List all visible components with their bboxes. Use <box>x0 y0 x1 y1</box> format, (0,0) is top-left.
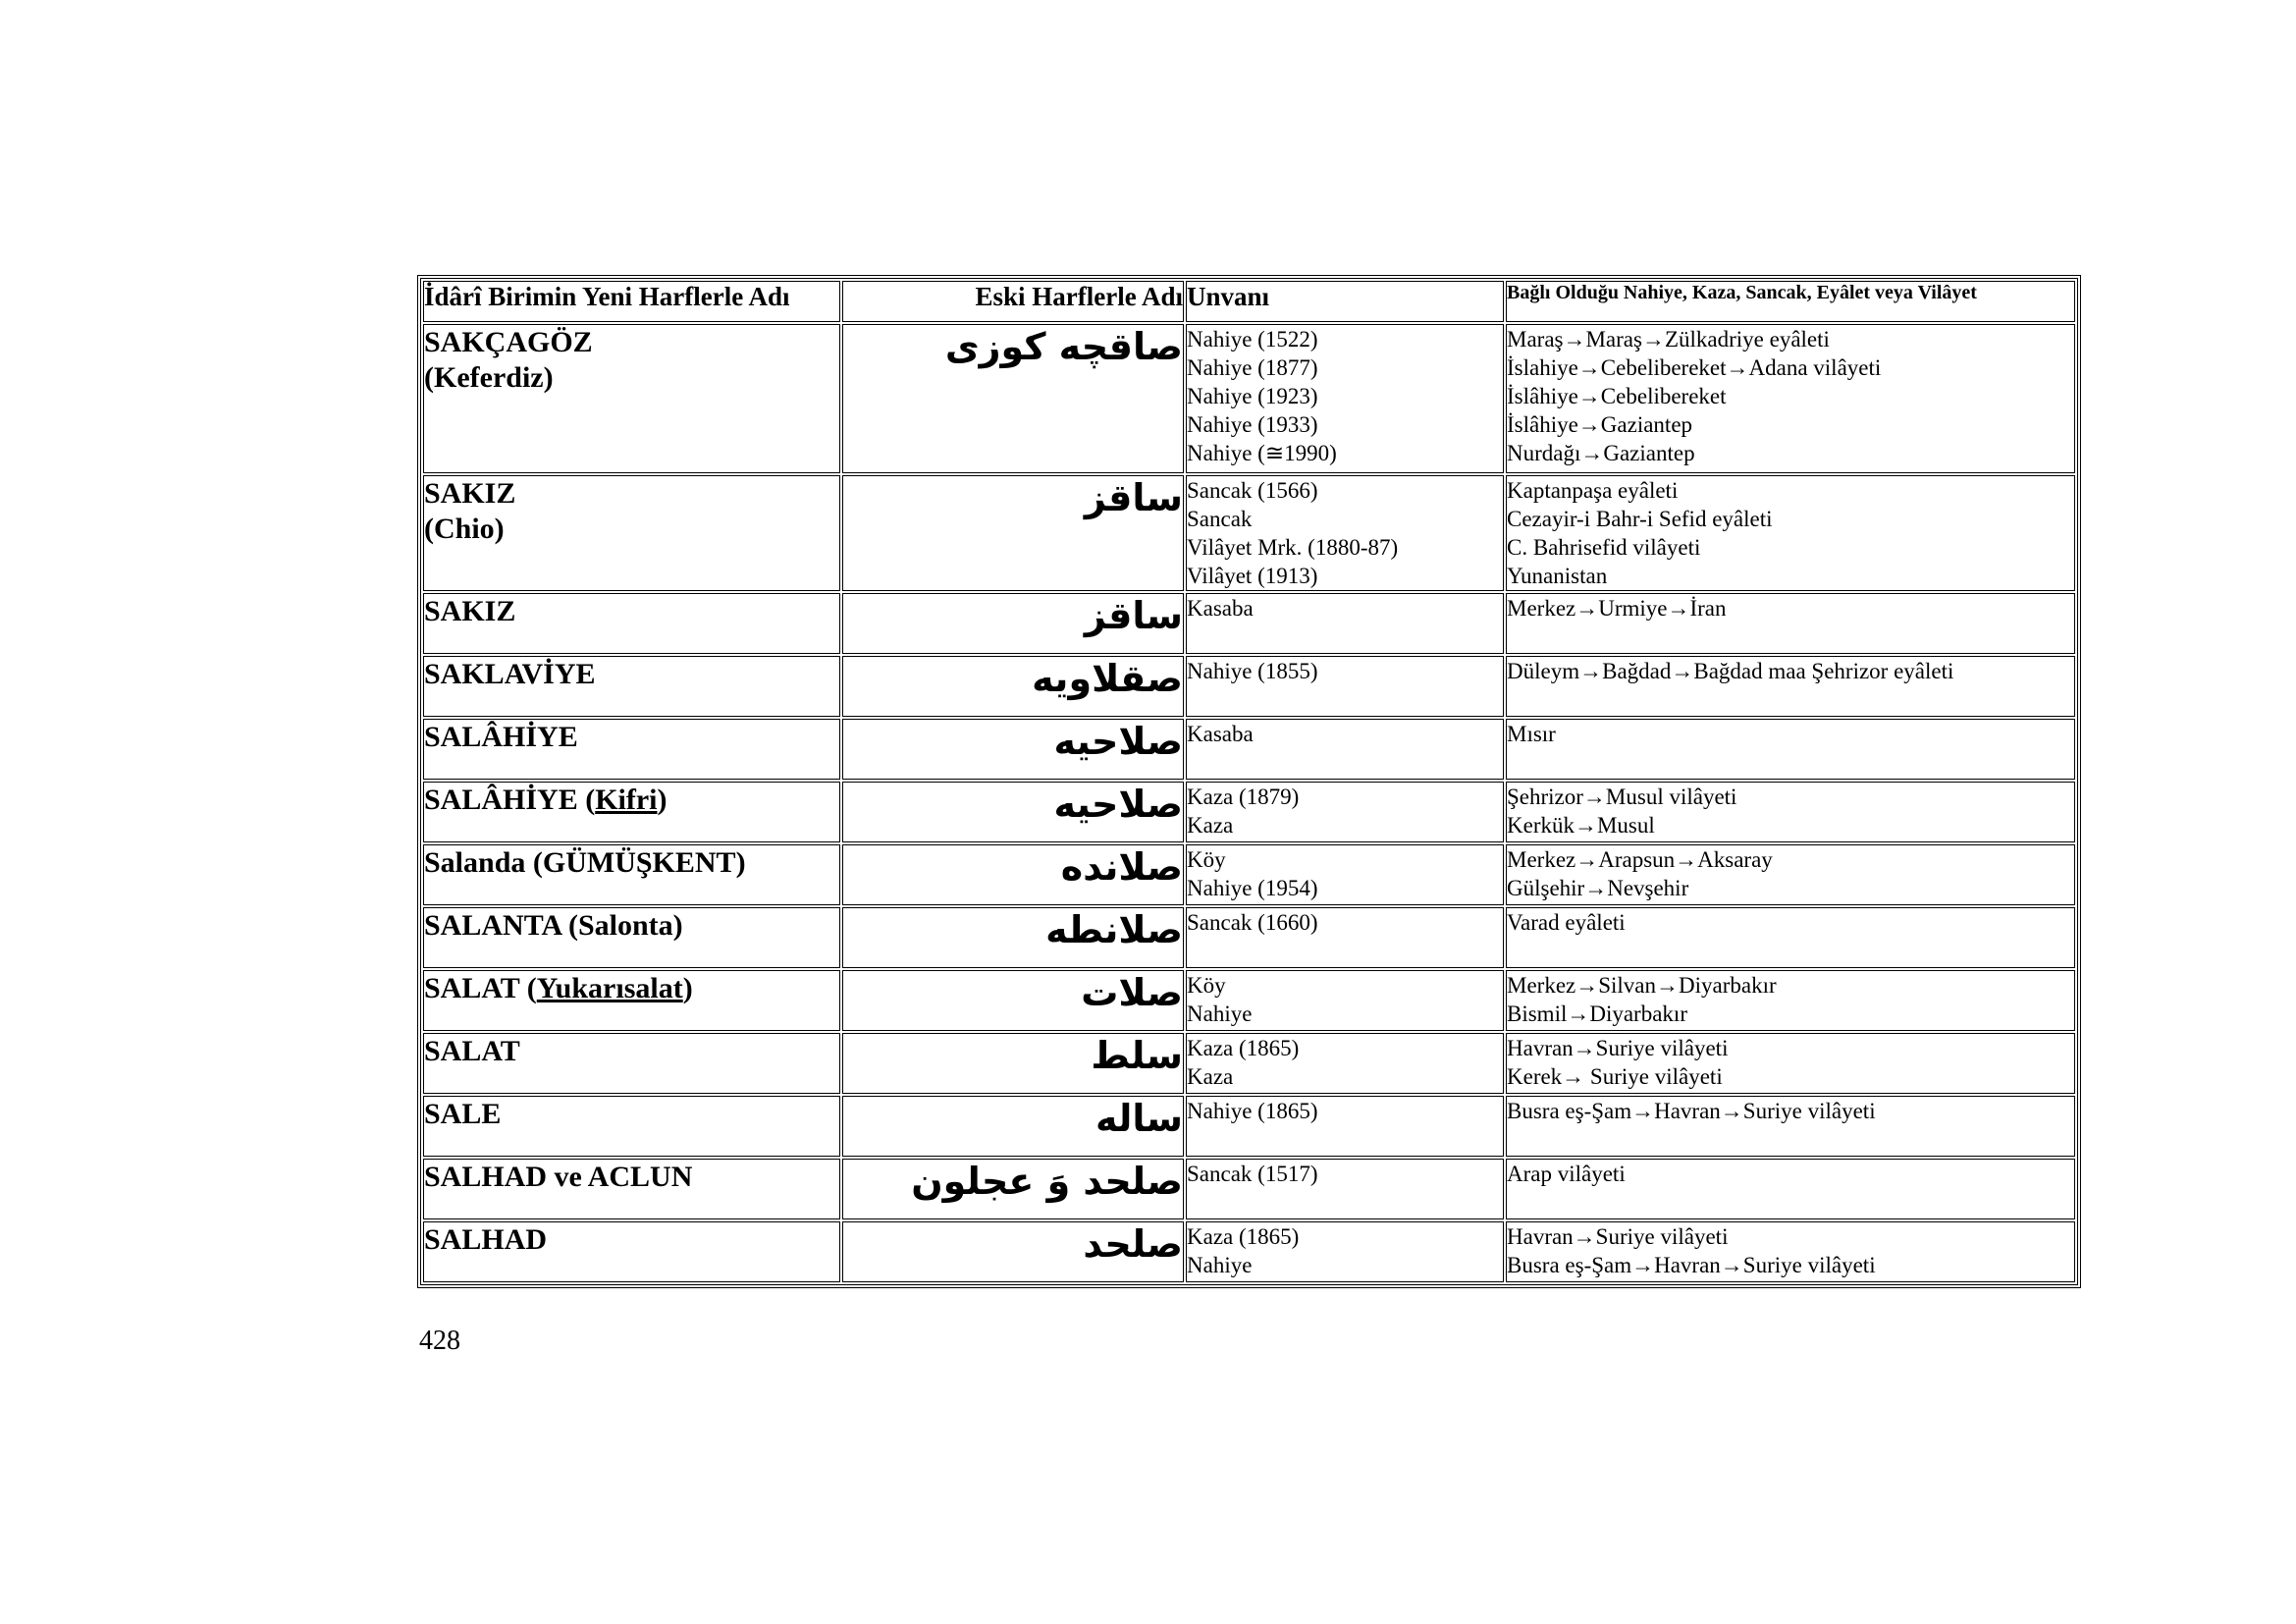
unit-title-cell <box>1186 1096 1504 1157</box>
gazetteer-page <box>417 275 2075 1288</box>
unit-name-cell <box>423 1221 840 1282</box>
unit-name-line: SAKIZ <box>424 477 516 510</box>
unit-title-line: Nahiye (1865) <box>1187 1099 1318 1123</box>
affiliation-line: Yunanistan <box>1507 564 1608 588</box>
affiliation-line: Bismil→Diyarbakır <box>1507 1001 1687 1026</box>
unit-name-line: SALÂHİYE <box>424 721 578 753</box>
unit-name-cell <box>423 970 840 1031</box>
unit-title-line: Nahiye (1933) <box>1187 412 1318 437</box>
ottoman-script-name-cell: ساله <box>842 1096 1184 1157</box>
affiliation-line: Arap vilâyeti <box>1507 1162 1626 1186</box>
affiliation-line: Mısır <box>1507 722 1556 746</box>
unit-name-line: SAKÇAGÖZ <box>424 326 593 358</box>
unit-title-cell <box>1186 719 1504 780</box>
unit-title-line: Kaza <box>1187 1064 1234 1089</box>
ottoman-script-name-cell: صلانطه <box>842 907 1184 968</box>
affiliation-line: Nurdağı→Gaziantep <box>1507 441 1695 465</box>
unit-title-line: Nahiye <box>1187 1253 1253 1277</box>
affiliation-cell <box>1506 593 2075 654</box>
affiliation-line: Merkez→Arapsun→Aksaray <box>1507 847 1773 872</box>
unit-title-cell <box>1186 475 1504 591</box>
unit-title-line: Sancak (1517) <box>1187 1162 1318 1186</box>
table-row <box>423 1033 2075 1094</box>
header-title-column: Unvanı <box>1186 281 1504 322</box>
unit-current-name-underlined: Yukarısalat <box>536 972 683 1004</box>
unit-name-line: Salanda (GÜMÜŞKENT) <box>424 846 746 879</box>
unit-title-line: Nahiye (1923) <box>1187 384 1318 408</box>
table-row <box>423 844 2075 905</box>
unit-name-suffix: ) <box>657 784 667 816</box>
table-row <box>423 1159 2075 1219</box>
affiliation-line: Merkez→Urmiye→İran <box>1507 596 1727 621</box>
table-row <box>423 1096 2075 1157</box>
affiliation-line: İslâhiye→Cebelibereket <box>1507 384 1727 408</box>
unit-name-line: SALE <box>424 1098 502 1130</box>
affiliation-line: C. Bahrisefid vilâyeti <box>1507 535 1701 560</box>
header-bound-column: Bağlı Olduğu Nahiye, Kaza, Sancak, Eyâlet veya Vilâyet <box>1506 281 2075 322</box>
table-row <box>423 970 2075 1031</box>
unit-name-line: SAKIZ <box>424 595 516 627</box>
header-name-column: İdârî Birimin Yeni Harflerle Adı <box>423 281 840 322</box>
gazetteer-table <box>417 275 2081 1288</box>
unit-title-line: Sancak (1566) <box>1187 478 1318 503</box>
affiliation-line: Şehrizor→Musul vilâyeti <box>1507 785 1737 809</box>
unit-title-line: Kaza (1879) <box>1187 785 1300 809</box>
ottoman-script-name-cell: ساقز <box>842 475 1184 591</box>
ottoman-script-name-cell: صاقچه كوزى <box>842 324 1184 473</box>
affiliation-cell <box>1506 475 2075 591</box>
unit-name-line: SALAT <box>424 1035 520 1067</box>
unit-title-cell <box>1186 1159 1504 1219</box>
affiliation-cell <box>1506 656 2075 717</box>
unit-title-line: Kaza <box>1187 813 1234 838</box>
table-row <box>423 719 2075 780</box>
unit-name-line: SAKLAVİYE <box>424 658 596 690</box>
affiliation-cell <box>1506 782 2075 842</box>
affiliation-cell <box>1506 1159 2075 1219</box>
unit-title-line: Kasaba <box>1187 722 1254 746</box>
unit-title-line: Kaza (1865) <box>1187 1036 1300 1060</box>
affiliation-line: Kerek→ Suriye vilâyeti <box>1507 1064 1723 1089</box>
ottoman-script-name-cell: سلط <box>842 1033 1184 1094</box>
ottoman-script-name-cell: صلاحيه <box>842 719 1184 780</box>
table-header-row <box>423 281 2075 322</box>
affiliation-line: Cezayir-i Bahr-i Sefid eyâleti <box>1507 507 1773 531</box>
table-row <box>423 782 2075 842</box>
unit-title-cell <box>1186 907 1504 968</box>
unit-name-line <box>424 783 839 818</box>
ottoman-script-name-cell: صلحد <box>842 1221 1184 1282</box>
affiliation-line: Busra eş-Şam→Havran→Suriye vilâyeti <box>1507 1253 1876 1277</box>
affiliation-cell <box>1506 324 2075 473</box>
unit-title-line: Nahiye (≅1990) <box>1187 441 1337 465</box>
table-row <box>423 1221 2075 1282</box>
unit-title-line: Nahiye (1855) <box>1187 659 1318 683</box>
affiliation-line: İslâhiye→Gaziantep <box>1507 412 1693 437</box>
unit-title-line: Köy <box>1187 973 1226 998</box>
unit-name-line <box>424 971 839 1006</box>
unit-title-cell <box>1186 1033 1504 1094</box>
affiliation-line: İslahiye→Cebelibereket→Adana vilâyeti <box>1507 355 1882 380</box>
unit-title-line: Nahiye <box>1187 1001 1253 1026</box>
affiliation-line: Havran→Suriye vilâyeti <box>1507 1224 1729 1249</box>
affiliation-line: Kerkük→Musul <box>1507 813 1655 838</box>
table-body <box>423 324 2075 1282</box>
unit-title-line: Sancak <box>1187 507 1253 531</box>
table-row <box>423 324 2075 473</box>
unit-title-line: Kaza (1865) <box>1187 1224 1300 1249</box>
ottoman-script-name-cell: ساقز <box>842 593 1184 654</box>
ottoman-script-name-cell: صلات <box>842 970 1184 1031</box>
unit-name-cell <box>423 907 840 968</box>
unit-name-cell <box>423 593 840 654</box>
unit-title-cell <box>1186 593 1504 654</box>
ottoman-script-name-cell: صقلاويه <box>842 656 1184 717</box>
unit-title-cell <box>1186 324 1504 473</box>
unit-title-line: Nahiye (1522) <box>1187 327 1318 352</box>
unit-title-line: Köy <box>1187 847 1226 872</box>
affiliation-line: Busra eş-Şam→Havran→Suriye vilâyeti <box>1507 1099 1876 1123</box>
ottoman-script-name-cell: صلحد وَ عجلون <box>842 1159 1184 1219</box>
unit-name-cell <box>423 782 840 842</box>
unit-name-cell <box>423 475 840 591</box>
unit-name-cell <box>423 656 840 717</box>
unit-title-line: Vilâyet (1913) <box>1187 564 1318 588</box>
unit-title-cell <box>1186 970 1504 1031</box>
unit-name-cell <box>423 324 840 473</box>
unit-name-line: (Chio) <box>424 513 505 545</box>
header-old-script-column: Eski Harflerle Adı <box>842 281 1184 322</box>
ottoman-script-name-cell: صلاحيه <box>842 782 1184 842</box>
ottoman-script-name-cell: صلانده <box>842 844 1184 905</box>
unit-title-cell <box>1186 782 1504 842</box>
affiliation-line: Gülşehir→Nevşehir <box>1507 876 1689 900</box>
affiliation-cell <box>1506 1221 2075 1282</box>
table-row <box>423 907 2075 968</box>
affiliation-cell <box>1506 970 2075 1031</box>
unit-name-cell <box>423 1159 840 1219</box>
affiliation-line: Kaptanpaşa eyâleti <box>1507 478 1679 503</box>
table-row <box>423 593 2075 654</box>
unit-name-cell <box>423 1096 840 1157</box>
affiliation-cell <box>1506 719 2075 780</box>
unit-name-line: (Keferdiz) <box>424 361 554 394</box>
unit-title-line: Nahiye (1954) <box>1187 876 1318 900</box>
unit-name-cell <box>423 719 840 780</box>
unit-title-cell <box>1186 1221 1504 1282</box>
unit-title-line: Kasaba <box>1187 596 1254 621</box>
page-number: 428 <box>419 1326 460 1356</box>
affiliation-cell <box>1506 1033 2075 1094</box>
table-row <box>423 656 2075 717</box>
unit-name-prefix: SALÂHİYE ( <box>424 784 596 816</box>
unit-name-line: SALHAD ve ACLUN <box>424 1161 693 1193</box>
unit-name-cell <box>423 844 840 905</box>
affiliation-cell <box>1506 907 2075 968</box>
table-row <box>423 475 2075 591</box>
affiliation-line: Düleym→Bağdad→Bağdad maa Şehrizor eyâleti <box>1507 659 1954 683</box>
unit-title-cell <box>1186 656 1504 717</box>
unit-title-line: Nahiye (1877) <box>1187 355 1318 380</box>
unit-title-line: Sancak (1660) <box>1187 910 1318 935</box>
affiliation-cell <box>1506 844 2075 905</box>
affiliation-line: Havran→Suriye vilâyeti <box>1507 1036 1729 1060</box>
affiliation-line: Varad eyâleti <box>1507 910 1626 935</box>
unit-name-cell <box>423 1033 840 1094</box>
unit-name-line: SALHAD <box>424 1223 548 1256</box>
unit-title-line: Vilâyet Mrk. (1880-87) <box>1187 535 1399 560</box>
unit-name-suffix: ) <box>682 972 693 1004</box>
unit-current-name-underlined: Kifri <box>595 784 658 816</box>
affiliation-cell <box>1506 1096 2075 1157</box>
unit-title-cell <box>1186 844 1504 905</box>
unit-name-prefix: SALAT ( <box>424 972 537 1004</box>
unit-name-line: SALANTA (Salonta) <box>424 909 683 942</box>
affiliation-line: Maraş→Maraş→Zülkadriye eyâleti <box>1507 327 1830 352</box>
affiliation-line: Merkez→Silvan→Diyarbakır <box>1507 973 1777 998</box>
